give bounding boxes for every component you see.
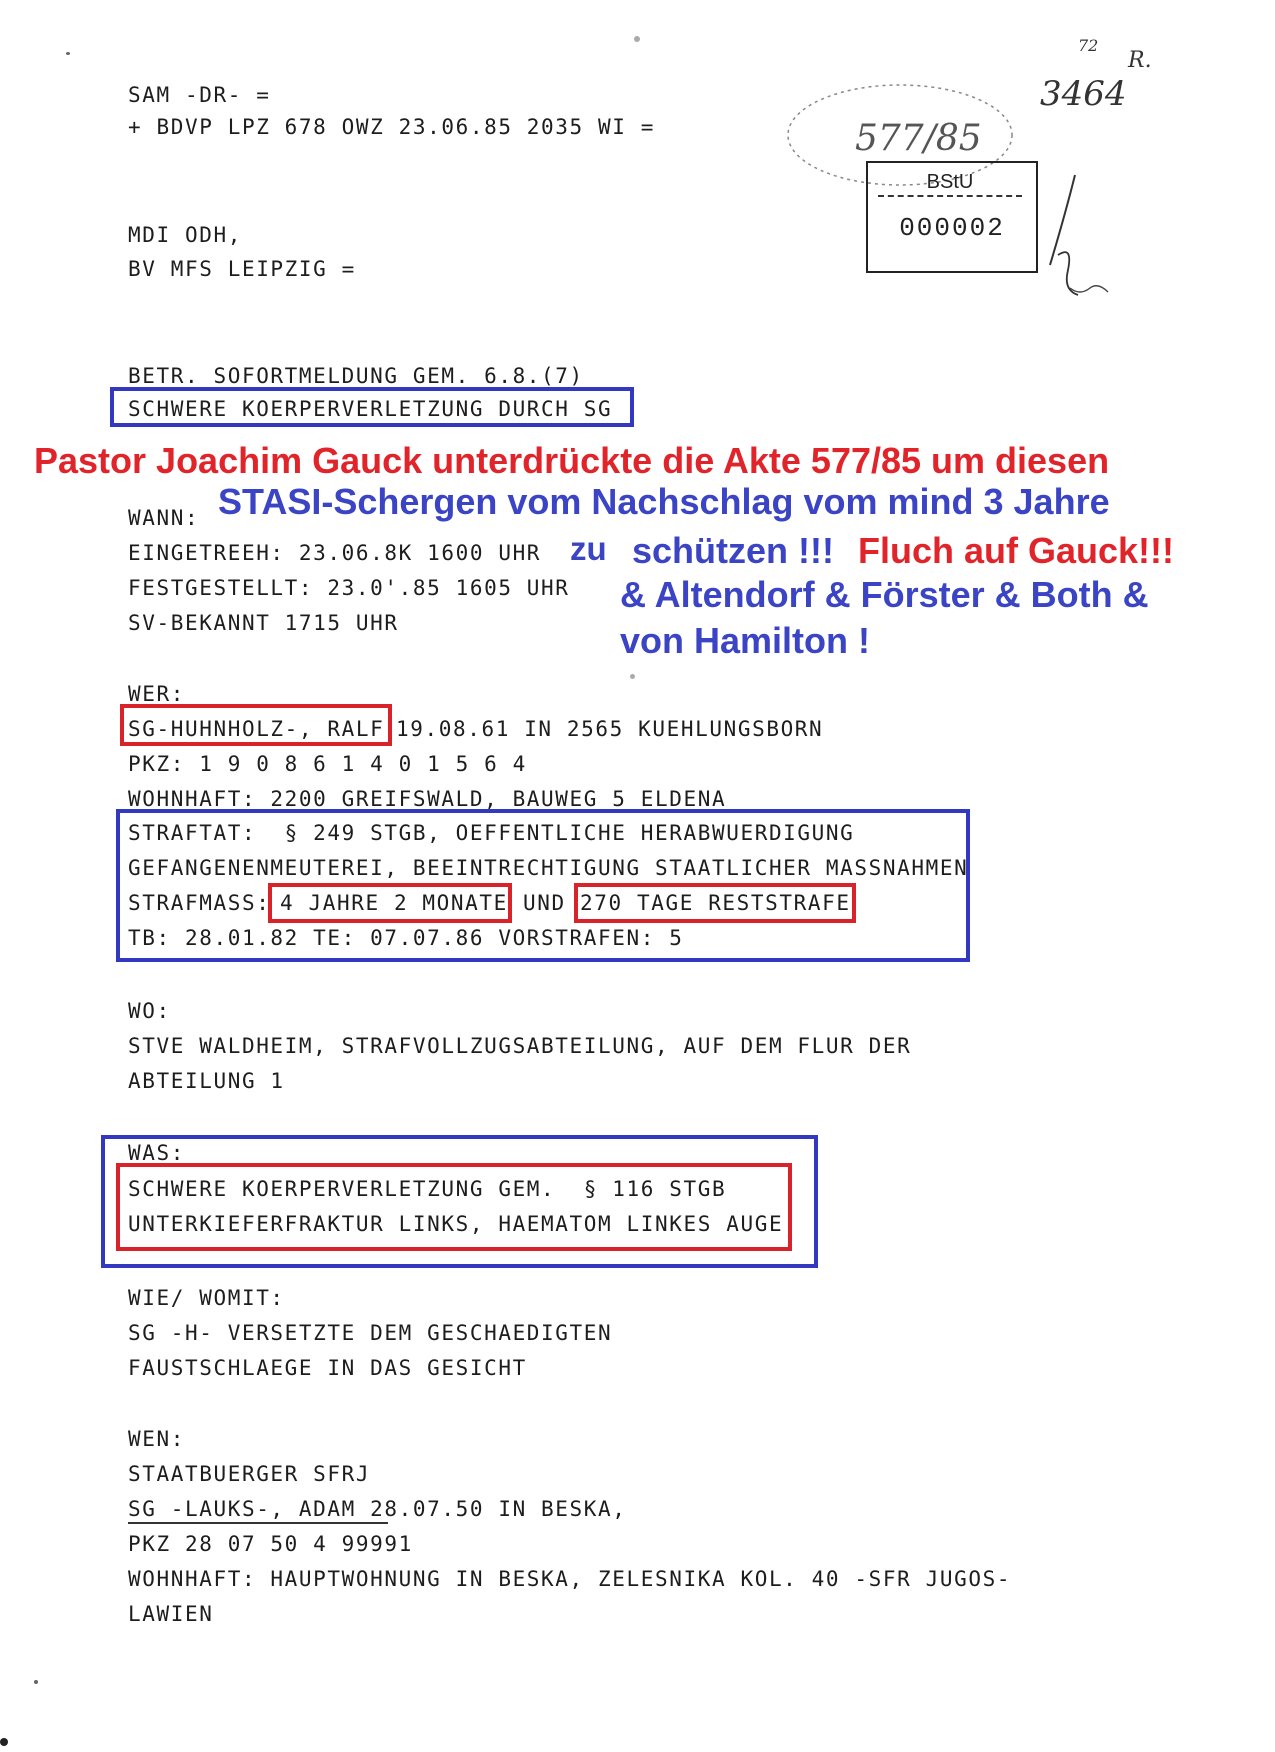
handwritten-top-letter: R.: [1128, 48, 1152, 73]
perpetrator-wohnhaft: WOHNHAFT: 2200 GREIFSWALD, BAUWEG 5 ELDENA: [128, 787, 727, 811]
annotation-line-5: von Hamilton !: [620, 620, 870, 661]
subject-line-1: BETR. SOFORTMELDUNG GEM. 6.8.(7): [128, 364, 584, 388]
wann-label: WANN:: [128, 506, 200, 530]
was-line-1: SCHWERE KOERPERVERLETZUNG GEM. § 116 STGB: [128, 1177, 727, 1201]
perpetrator-name: SG-HUHNHOLZ-, RALF: [128, 717, 385, 741]
strafmass-label: STRAFMASS:: [128, 891, 271, 915]
strafmass-value: 4 JAHRE 2 MONATE: [280, 891, 508, 915]
recipient-line-2: BV MFS LEIPZIG =: [128, 257, 356, 281]
annotation-line-3-blue: schützen !!!: [632, 530, 834, 571]
wen-line-1: STAATBUERGER SFRJ: [128, 1462, 371, 1486]
annotation-line-4: & Altendorf & Förster & Both &: [620, 574, 1149, 615]
annotation-line-3-red: Fluch auf Gauck!!!: [858, 530, 1175, 571]
signature-scribble: [1070, 286, 1108, 292]
wann-festgestellt: FESTGESTELLT: 23.0'.85 1605 UHR: [128, 576, 570, 600]
straftat-line-1: STRAFTAT: § 249 STGB, OEFFENTLICHE HERABWUERDIGUNG: [128, 821, 855, 845]
tb-te-line: TB: 28.01.82 TE: 07.07.86 VORSTRAFEN: 5: [128, 926, 684, 950]
handwritten-file-number: 577/85: [855, 118, 982, 159]
was-label: WAS:: [128, 1141, 185, 1165]
wer-label: WER:: [128, 682, 185, 706]
wie-line-1: SG -H- VERSETZTE DEM GESCHAEDIGTEN: [128, 1321, 613, 1345]
wann-sv-bekannt: SV-BEKANNT 1715 UHR: [128, 611, 399, 635]
straftat-line-2: GEFANGENENMEUTEREI, BEEINTRECHTIGUNG STAATLICHER MASSNAHMEN: [128, 856, 969, 880]
wann-eingetreten: EINGETREEH: 23.06.8K 1600 UHR: [128, 541, 542, 565]
annotation-line-2: STASI-Schergen vom Nachschlag vom mind 3 Jahre: [218, 481, 1110, 522]
wen-line-2: SG -LAUKS-, ADAM 28.07.50 IN BESKA,: [128, 1497, 627, 1521]
stamp-number: 000002: [899, 213, 1005, 243]
scan-speck: [66, 52, 70, 55]
signature-stroke: [1050, 175, 1075, 265]
was-line-2: UNTERKIEFERFRAKTUR LINKS, HAEMATOM LINKES AUGE: [128, 1212, 784, 1236]
header-line-2: + BDVP LPZ 678 OWZ 23.06.85 2035 WI =: [128, 115, 655, 139]
scan-speck: [34, 1680, 38, 1684]
victim-name-underline: [128, 1522, 388, 1524]
recipient-line-1: MDI ODH,: [128, 223, 242, 247]
perpetrator-name-highlight: [120, 704, 392, 746]
annotation-zu: zu: [570, 530, 607, 567]
signature-stroke-2: [1058, 252, 1078, 295]
wen-line-5: LAWIEN: [128, 1602, 214, 1626]
scan-speck: [634, 36, 640, 42]
handwritten-top-small: 72: [1078, 36, 1099, 55]
annotation-line-1: Pastor Joachim Gauck unterdrückte die Akte 577/85 um diesen: [34, 440, 1110, 481]
wen-line-4: WOHNHAFT: HAUPTWOHNUNG IN BESKA, ZELESNIKA KOL. 40 -SFR JUGOS-: [128, 1567, 1012, 1591]
wie-line-2: FAUSTSCHLAEGE IN DAS GESICHT: [128, 1356, 527, 1380]
perpetrator-pkz: PKZ: 1 9 0 8 6 1 4 0 1 5 6 4: [128, 752, 527, 776]
header-line-1: SAM -DR- =: [128, 83, 271, 107]
handwritten-top-number: 3464: [1040, 74, 1127, 114]
bstu-stamp: [866, 161, 1038, 273]
reststrafe-value: 270 TAGE RESTSTRAFE: [580, 891, 851, 915]
wo-label: WO:: [128, 999, 171, 1023]
wo-line-1: STVE WALDHEIM, STRAFVOLLZUGSABTEILUNG, AUF DEM FLUR DER: [128, 1034, 912, 1058]
subject-line-2: SCHWERE KOERPERVERLETZUNG DURCH SG: [128, 397, 613, 421]
stamp-label: BStU: [878, 171, 1022, 197]
perpetrator-birth: 19.08.61 IN 2565 KUEHLUNGSBORN: [396, 717, 824, 741]
scan-speck: [0, 1738, 8, 1746]
strafmass-und: UND: [523, 891, 566, 915]
wie-label: WIE/ WOMIT:: [128, 1286, 285, 1310]
subject-highlight-box: [110, 387, 634, 427]
wo-line-2: ABTEILUNG 1: [128, 1069, 285, 1093]
reststrafe-highlight: [574, 883, 856, 923]
wen-label: WEN:: [128, 1427, 185, 1451]
wen-line-3: PKZ 28 07 50 4 99991: [128, 1532, 413, 1556]
strafmass-highlight: [268, 883, 512, 923]
scan-speck: [630, 674, 635, 679]
